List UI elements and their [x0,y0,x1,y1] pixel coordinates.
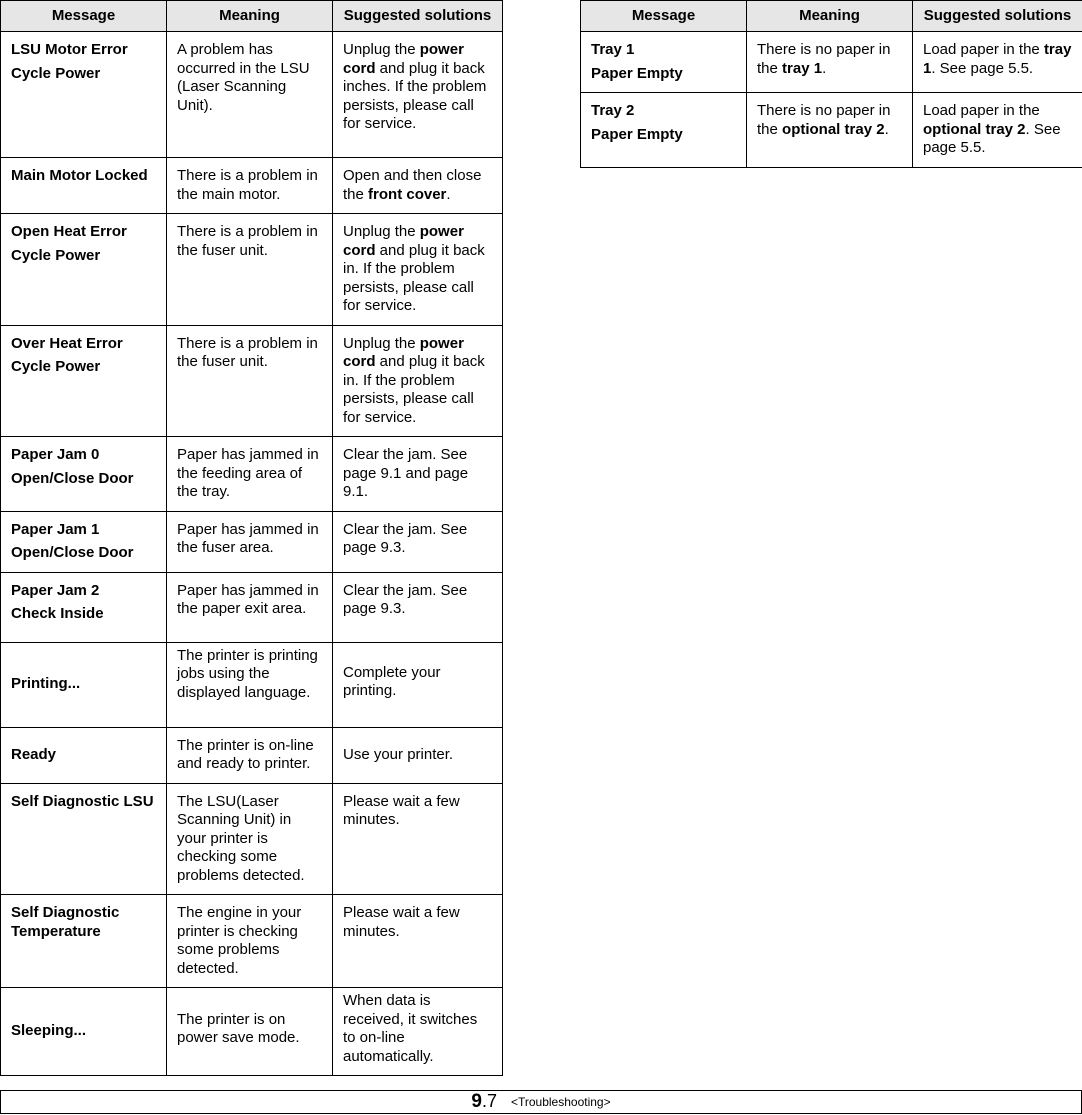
message-line: Paper Jam 1 [11,520,100,538]
meaning-text: There is a problem in the main motor. [177,167,318,203]
message-line: Paper Jam 2 [11,581,100,599]
table-row [1,437,503,512]
table-row [1,32,503,158]
meaning-cell [167,214,333,326]
solution-text: Open and then close the [343,167,482,203]
left-header-row [1,1,503,32]
solution-text: power cord [343,223,464,259]
right-header-row [581,1,1082,32]
solution-text: . See page 5.5. [923,120,1061,156]
message-line: Open/Close Door [11,544,134,561]
solution-text: Use your printer. [343,745,454,763]
message-line: Main Motor Locked [11,167,148,184]
meaning-cell [167,727,333,783]
meaning-text: . [884,120,889,138]
header-meaning: Meaning [167,1,333,32]
meaning-text: Paper has jammed in the paper exit area. [177,581,319,617]
meaning-text: The printer is on-line and ready to printer. [177,736,314,772]
solution-text: Complete your printing. [343,663,441,699]
message-line: Cycle Power [11,358,101,375]
meaning-text: The printer is on power save mode. [177,1010,300,1046]
message-line: LSU Motor Error [11,41,128,58]
solution-text: . [446,185,451,203]
meaning-text: The printer is printing jobs using the displayed language. [177,646,318,701]
message-line: Sleeping... [11,1022,87,1040]
section-name: <Troubleshooting> [510,1095,611,1109]
solution-cell [333,572,503,642]
solution-cell [333,325,503,437]
solution-cell [333,727,503,783]
header-message: Message [1,1,167,32]
left-error-table [0,0,503,1076]
meaning-text: A problem has occurred in the LSU (Laser Scanning Unit). [177,41,310,114]
meaning-cell [167,437,333,512]
solution-text: Clear the jam. See page 9.3. [343,581,468,617]
solution-cell [333,895,503,988]
meaning-cell [167,325,333,437]
message-cell [1,988,167,1076]
solution-cell [333,158,503,214]
solution-cell [333,214,503,326]
solution-text: Please wait a few minutes. [343,904,460,940]
solution-cell [333,642,503,727]
message-cell [1,32,167,158]
solution-cell [333,988,503,1076]
message-line: Printing... [11,675,81,693]
message-line: Self Diagnostic LSU [11,792,154,810]
solution-text: and plug it back in. If the problem persists, please call for service. [343,241,485,314]
message-line: Paper Empty [591,64,683,82]
message-line: Cycle Power [11,246,101,264]
message-cell [1,727,167,783]
solution-text: Load paper in the [923,41,1044,58]
table-row [1,727,503,783]
solution-cell [913,32,1082,93]
meaning-cell [167,642,333,727]
solution-cell [333,783,503,895]
message-line: Self Diagnostic Temperature [11,904,120,940]
header-message: Message [581,1,747,32]
table-row [581,32,1082,93]
right-table-body [581,32,1082,168]
message-cell [1,214,167,326]
meaning-text: Paper has jammed in the fuser area. [177,520,319,556]
message-cell [1,783,167,895]
meaning-text: There is a problem in the fuser unit. [177,223,318,259]
header-solution: Suggested solutions [913,1,1082,32]
message-cell [581,93,747,168]
table-row [1,642,503,727]
solution-text: Clear the jam. See page 9.1 and page 9.1. [343,446,469,500]
table-row [1,783,503,895]
meaning-cell [167,783,333,895]
solution-text: power cord [343,334,464,370]
solution-text: . See page 5.5. [931,59,1034,77]
table-row [1,572,503,642]
meaning-text: There is a problem in the fuser unit. [177,334,318,370]
solution-text: Unplug the [343,334,420,352]
message-cell [1,572,167,642]
meaning-cell [747,32,913,93]
solution-text: and plug it back in. If the problem persists, please call for service. [343,353,485,426]
solution-text: When data is received, it switches to on-line automatically. [343,992,478,1065]
message-line: Check Inside [11,605,104,622]
right-error-table [580,0,1082,168]
message-cell [1,158,167,214]
solution-cell [913,93,1082,168]
message-cell [1,437,167,512]
solution-text: Unplug the [343,223,420,240]
solution-text: Unplug the [343,41,420,58]
table-row [1,214,503,326]
solution-text: front cover [368,185,447,203]
message-line: Tray 1 [591,41,635,58]
table-row [1,158,503,214]
meaning-text: There is no paper in the [757,102,891,138]
meaning-text: . [822,59,827,77]
solution-cell [333,511,503,572]
solution-text: Clear the jam. See page 9.3. [343,520,468,556]
solution-text: and plug it back inches. If the problem persists, please call for service. [343,59,487,132]
table-row [581,93,1082,168]
message-line: Paper Empty [591,125,683,143]
meaning-cell [167,988,333,1076]
table-row [1,988,503,1076]
solution-text: optional tray 2 [923,120,1026,138]
meaning-text: Paper has jammed in the feeding area of the tray. [177,446,319,500]
meaning-cell [167,511,333,572]
message-cell [1,642,167,727]
page-sub-number: .7 [481,1091,497,1111]
table-row [1,511,503,572]
meaning-text: The LSU(Laser Scanning Unit) in your printer is checking some problems detected. [177,792,305,884]
message-cell [1,511,167,572]
header-solution: Suggested solutions [333,1,503,32]
message-line: Cycle Power [11,64,101,82]
message-cell [1,895,167,988]
meaning-cell [167,572,333,642]
meaning-text: optional tray 2 [782,120,885,138]
chapter-number: 9 [471,1091,482,1112]
solution-cell [333,32,503,158]
meaning-cell [167,895,333,988]
message-cell [1,325,167,437]
message-line: Open/Close Door [11,469,134,487]
solution-text: Please wait a few minutes. [343,792,460,828]
meaning-text: tray 1 [782,59,823,77]
message-line: Over Heat Error [11,334,123,352]
table-row [1,895,503,988]
meaning-cell [167,158,333,214]
left-table-body [1,32,503,1076]
message-line: Paper Jam 0 [11,446,100,463]
message-cell [581,32,747,93]
message-line: Ready [11,745,57,763]
solution-text: power cord [343,41,464,77]
meaning-cell [747,93,913,168]
header-meaning: Meaning [747,1,913,32]
message-line: Tray 2 [591,102,635,119]
page-footer [0,1090,1082,1114]
page-number [471,1091,497,1113]
solution-cell [333,437,503,512]
solution-text: Load paper in the [923,102,1040,119]
meaning-cell [167,32,333,158]
meaning-text: There is no paper in the [757,41,891,77]
meaning-text: The engine in your printer is checking some problems detected. [177,904,302,977]
table-row [1,325,503,437]
message-line: Open Heat Error [11,223,127,240]
solution-text: tray 1 [923,41,1072,77]
